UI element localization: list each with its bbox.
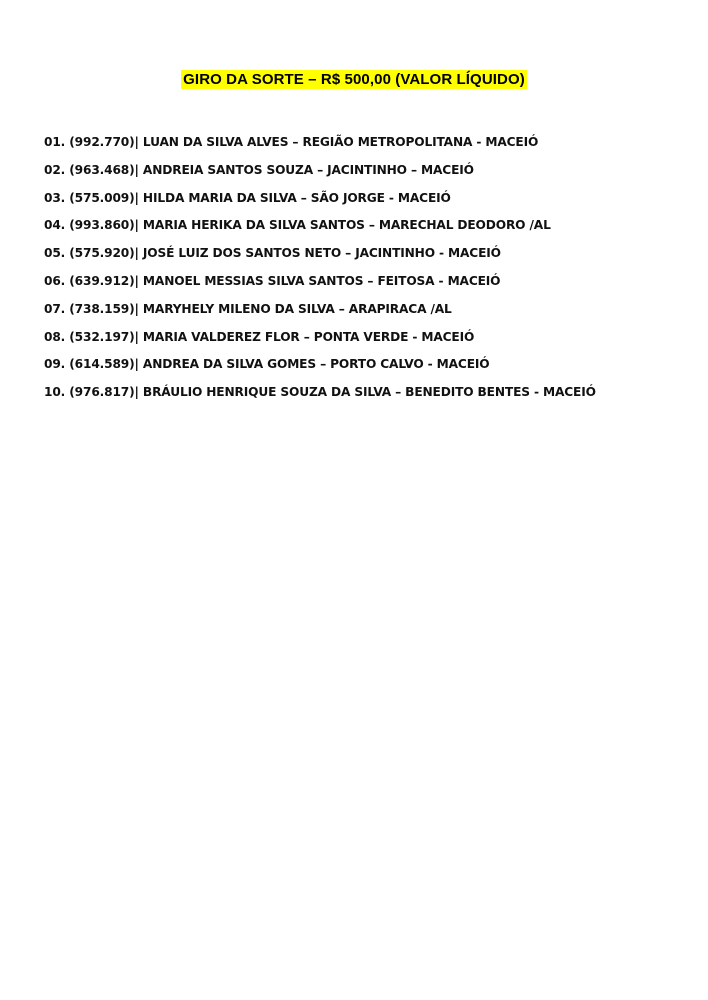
page-title: GIRO DA SORTE – R$ 500,00 (VALOR LÍQUIDO) [183, 71, 525, 88]
winner-entry: 04. (993.860)| MARIA HERIKA DA SILVA SANTOS – MARECHAL DEODORO /AL [44, 218, 551, 233]
title-container [0, 70, 708, 89]
winner-entry: 06. (639.912)| MANOEL MESSIAS SILVA SANTOS – FEITOSA - MACEIÓ [44, 273, 501, 288]
winner-entry: 05. (575.920)| JOSÉ LUIZ DOS SANTOS NETO – JACINTINHO - MACEIÓ [44, 246, 501, 261]
winner-entry: 02. (963.468)| ANDREIA SANTOS SOUZA – JACINTINHO – MACEIÓ [44, 162, 474, 177]
winner-entry: 08. (532.197)| MARIA VALDEREZ FLOR – PONTA VERDE - MACEIÓ [44, 329, 475, 344]
winner-entry: 09. (614.589)| ANDREA DA SILVA GOMES – PORTO CALVO - MACEIÓ [44, 357, 490, 372]
winner-entry: 01. (992.770)| LUAN DA SILVA ALVES – REGIÃO METROPOLITANA - MACEIÓ [44, 135, 539, 149]
winner-entry: 10. (976.817)| BRÁULIO HENRIQUE SOUZA DA SILVA – BENEDITO BENTES - MACEIÓ [44, 385, 596, 400]
winner-entry: 03. (575.009)| HILDA MARIA DA SILVA – SÃO JORGE - MACEIÓ [44, 190, 451, 205]
winners-list [44, 131, 694, 409]
winner-entry: 07. (738.159)| MARYHELY MILENO DA SILVA – ARAPIRACA /AL [44, 301, 452, 316]
